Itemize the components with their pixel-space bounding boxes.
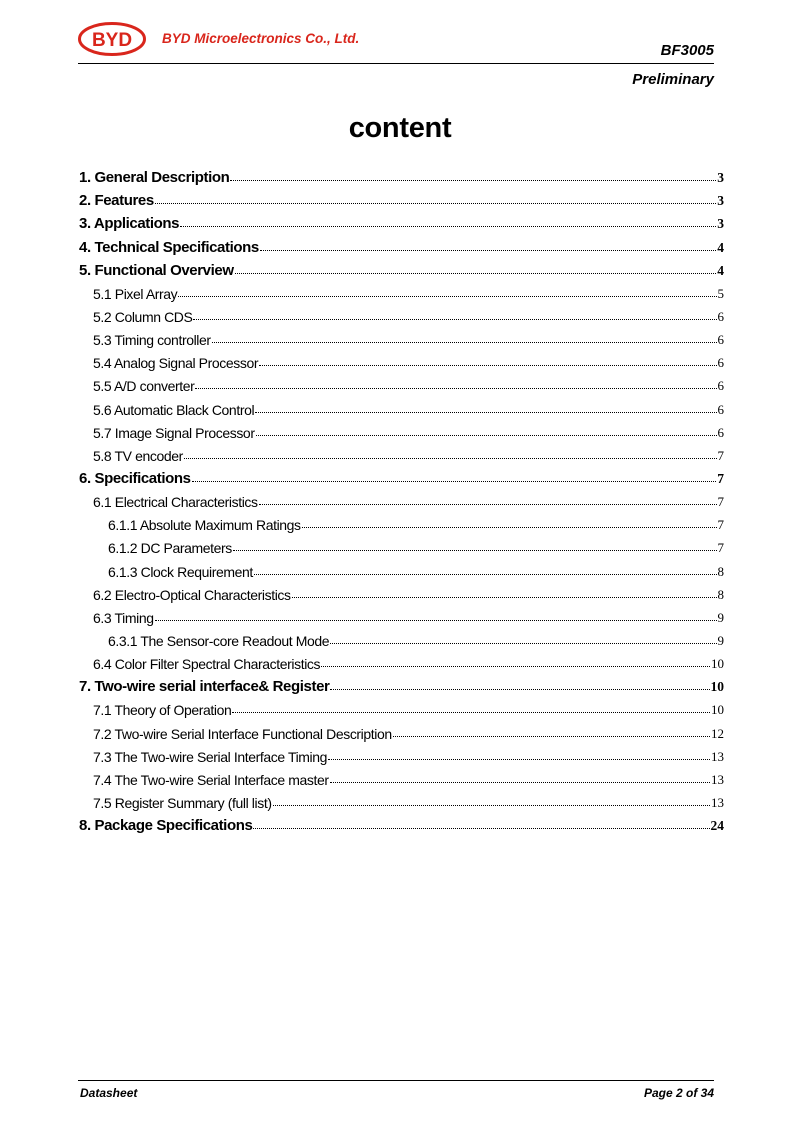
document-code: BF3005 xyxy=(660,42,714,59)
toc-entry-page: 4 xyxy=(717,262,724,278)
toc-entry-title: 6.1.2 DC Parameters xyxy=(108,540,232,557)
toc-entry[interactable] xyxy=(79,742,724,765)
company-name: BYD Microelectronics Co., Ltd. xyxy=(162,31,360,46)
toc-dot-leader xyxy=(212,342,717,343)
toc-entry-title: 7. Two-wire serial interface& Register xyxy=(79,678,330,696)
document-status: Preliminary xyxy=(632,71,714,88)
toc-entry-title: 6.1 Electrical Characteristics xyxy=(93,494,258,511)
toc-entry[interactable] xyxy=(79,718,724,741)
toc-entry-page: 8 xyxy=(717,563,724,579)
toc-entry-title: 2. Features xyxy=(79,192,154,210)
toc-entry-title: 5.6 Automatic Black Control xyxy=(93,401,255,418)
toc-dot-leader xyxy=(230,180,716,181)
toc-entry-page: 7 xyxy=(717,447,724,463)
toc-dot-leader xyxy=(193,319,716,320)
toc-entry[interactable] xyxy=(79,510,724,533)
toc-entry-page: 5 xyxy=(717,285,724,301)
toc-entry-page: 13 xyxy=(711,771,724,787)
toc-dot-leader xyxy=(302,527,717,528)
toc-entry-title: 6. Specifications xyxy=(79,469,191,487)
toc-dot-leader xyxy=(260,250,716,251)
toc-dot-leader xyxy=(178,296,716,297)
toc-entry-page: 8 xyxy=(717,586,724,602)
toc-entry[interactable] xyxy=(79,302,724,325)
toc-dot-leader xyxy=(393,736,710,737)
toc-entry-title: 6.2 Electro-Optical Characteristics xyxy=(93,586,291,603)
toc-entry-page: 3 xyxy=(717,216,724,232)
toc-dot-leader xyxy=(254,574,717,575)
toc-entry[interactable] xyxy=(79,348,724,371)
toc-entry-page: 7 xyxy=(717,517,724,533)
toc-entry-title: 6.3 Timing xyxy=(93,609,154,626)
toc-entry-title: 5.2 Column CDS xyxy=(93,308,193,325)
toc-entry[interactable] xyxy=(79,580,724,603)
toc-dot-leader xyxy=(195,388,716,389)
toc-entry-page: 6 xyxy=(717,308,724,324)
toc-entry-page: 3 xyxy=(717,193,724,209)
header-divider xyxy=(78,63,714,64)
toc-entry[interactable] xyxy=(79,163,724,186)
toc-entry[interactable] xyxy=(79,256,724,279)
toc-entry[interactable] xyxy=(79,533,724,556)
toc-entry-title: 6.1.1 Absolute Maximum Ratings xyxy=(108,517,301,534)
toc-entry-page: 6 xyxy=(717,401,724,417)
toc-dot-leader xyxy=(192,481,717,482)
footer-divider xyxy=(78,1080,714,1081)
toc-entry-page: 10 xyxy=(711,656,724,672)
toc-dot-leader xyxy=(184,458,717,459)
logo-text: BYD xyxy=(91,30,133,51)
toc-dot-leader xyxy=(330,782,710,783)
toc-dot-leader xyxy=(273,805,710,806)
toc-entry-page: 6 xyxy=(717,378,724,394)
toc-entry-title: 4. Technical Specifications xyxy=(79,238,259,256)
toc-entry[interactable] xyxy=(79,649,724,672)
toc-entry-page: 13 xyxy=(711,748,724,764)
toc-entry-title: 5. Functional Overview xyxy=(79,261,234,279)
toc-entry-title: 8. Package Specifications xyxy=(79,817,253,835)
toc-entry-page: 6 xyxy=(717,355,724,371)
toc-entry[interactable] xyxy=(79,556,724,579)
toc-dot-leader xyxy=(330,689,709,690)
toc-entry-page: 10 xyxy=(711,702,724,718)
toc-entry-page: 24 xyxy=(710,818,724,834)
toc-entry-page: 7 xyxy=(717,540,724,556)
toc-entry[interactable] xyxy=(79,418,724,441)
toc-entry[interactable] xyxy=(79,672,724,695)
toc-entry-title: 5.7 Image Signal Processor xyxy=(93,424,255,441)
toc-entry-title: 3. Applications xyxy=(79,215,180,233)
footer-doc-type: Datasheet xyxy=(80,1086,138,1100)
toc-entry[interactable] xyxy=(79,464,724,487)
toc-entry-title: 5.8 TV encoder xyxy=(93,447,183,464)
toc-entry[interactable] xyxy=(79,186,724,209)
toc-entry[interactable] xyxy=(79,232,724,255)
toc-entry[interactable] xyxy=(79,325,724,348)
toc-entry[interactable] xyxy=(79,603,724,626)
toc-dot-leader xyxy=(233,550,717,551)
footer-page-number: Page 2 of 34 xyxy=(643,1086,714,1100)
toc-entry-title: 1. General Description xyxy=(79,169,230,187)
toc-entry-title: 6.1.3 Clock Requirement xyxy=(108,563,253,580)
toc-entry-page: 9 xyxy=(717,609,724,625)
toc-dot-leader xyxy=(180,226,716,227)
toc-entry-title: 5.5 A/D converter xyxy=(93,378,195,395)
toc-entry[interactable] xyxy=(79,788,724,811)
toc-entry-page: 13 xyxy=(711,794,724,810)
toc-dot-leader xyxy=(255,412,716,413)
toc-entry[interactable] xyxy=(79,441,724,464)
toc-dot-leader xyxy=(155,203,716,204)
toc-dot-leader xyxy=(321,666,710,667)
table-of-contents xyxy=(79,163,724,834)
toc-dot-leader xyxy=(253,828,709,829)
toc-entry-page: 9 xyxy=(717,632,724,648)
toc-dot-leader xyxy=(259,365,716,366)
toc-entry[interactable] xyxy=(79,765,724,788)
toc-title: content xyxy=(348,112,452,144)
toc-entry-page: 10 xyxy=(710,679,724,695)
toc-entry-page: 7 xyxy=(717,494,724,510)
toc-entry[interactable] xyxy=(79,811,724,834)
toc-entry[interactable] xyxy=(79,209,724,232)
toc-entry-title: 6.4 Color Filter Spectral Characteristics xyxy=(93,656,321,673)
toc-entry-page: 12 xyxy=(711,725,724,741)
toc-entry-title: 5.4 Analog Signal Processor xyxy=(93,355,259,372)
toc-dot-leader xyxy=(232,712,710,713)
toc-dot-leader xyxy=(259,504,717,505)
toc-entry-title: 7.4 The Two-wire Serial Interface master xyxy=(93,771,329,788)
toc-dot-leader xyxy=(256,435,717,436)
toc-entry[interactable] xyxy=(79,279,724,302)
toc-entry-title: 5.3 Timing controller xyxy=(93,332,211,349)
toc-dot-leader xyxy=(235,273,717,274)
toc-entry-page: 7 xyxy=(717,470,724,486)
toc-entry[interactable] xyxy=(79,626,724,649)
toc-entry[interactable] xyxy=(79,394,724,417)
toc-entry-title: 6.3.1 The Sensor-core Readout Mode xyxy=(108,632,330,649)
toc-dot-leader xyxy=(328,759,710,760)
toc-entry-title: 7.5 Register Summary (full list) xyxy=(93,794,272,811)
toc-entry-title: 5.1 Pixel Array xyxy=(93,285,178,302)
toc-dot-leader xyxy=(292,597,717,598)
toc-entry-page: 6 xyxy=(717,424,724,440)
toc-entry-title: 7.1 Theory of Operation xyxy=(93,702,232,719)
byd-logo xyxy=(78,22,146,56)
toc-entry[interactable] xyxy=(79,487,724,510)
toc-entry[interactable] xyxy=(79,371,724,394)
toc-entry-page: 3 xyxy=(717,170,724,186)
toc-entry-title: 7.3 The Two-wire Serial Interface Timing xyxy=(93,748,328,765)
toc-entry-title: 7.2 Two-wire Serial Interface Functional Description xyxy=(93,725,392,742)
toc-entry[interactable] xyxy=(79,695,724,718)
toc-entry-page: 6 xyxy=(717,332,724,348)
toc-dot-leader xyxy=(330,643,716,644)
toc-dot-leader xyxy=(155,620,717,621)
toc-entry-page: 4 xyxy=(717,239,724,255)
